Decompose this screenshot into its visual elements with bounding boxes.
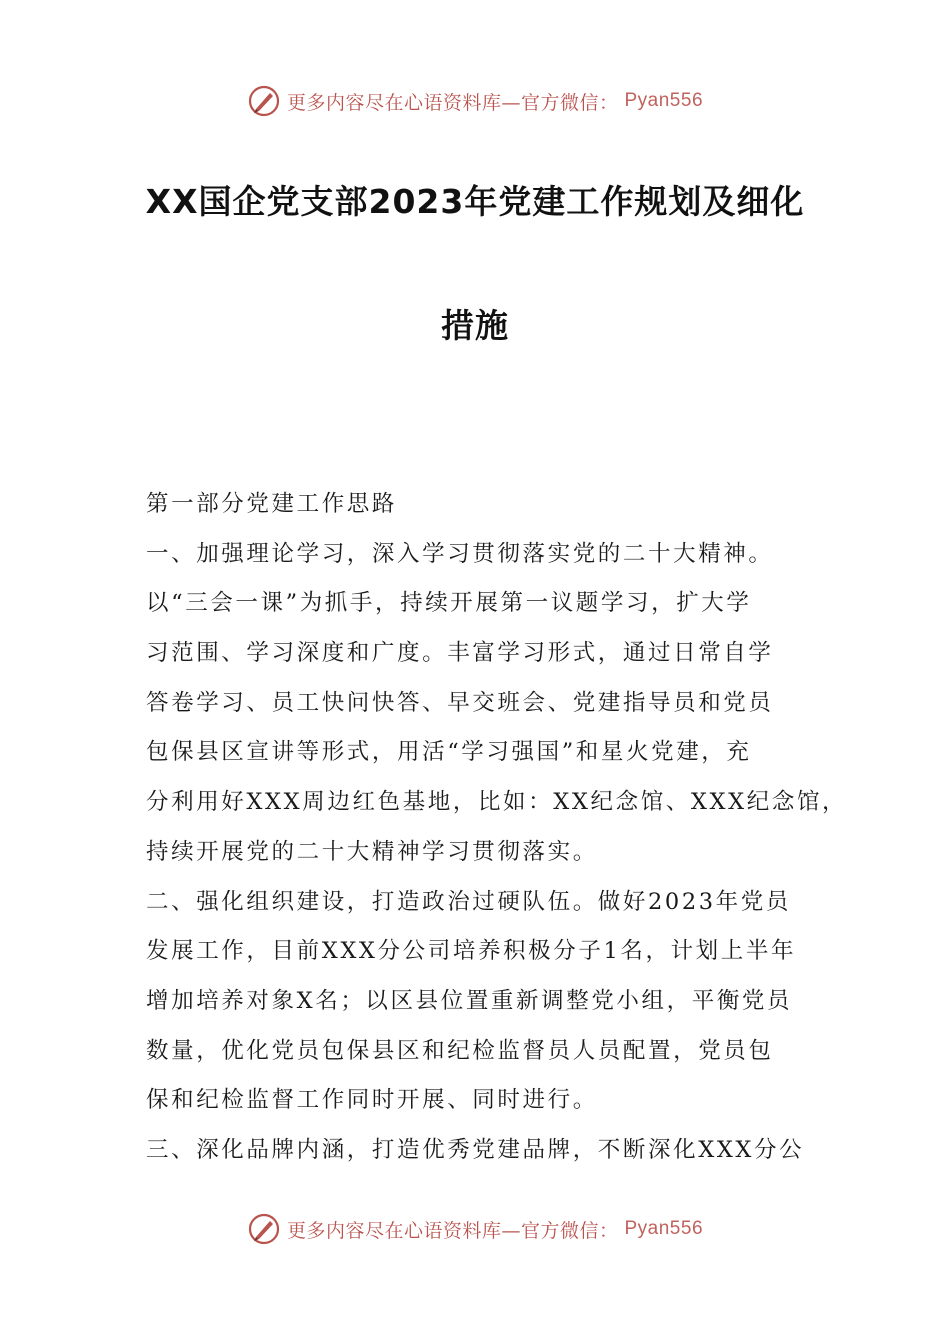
watermark-wechat-id: Pyan556 [624, 1218, 704, 1239]
document-body [146, 480, 846, 1176]
body-line: 一、加强理论学习，深入学习贯彻落实党的二十大精神。 [146, 540, 774, 567]
pen-logo-icon [247, 1212, 281, 1246]
body-line: 三、深化品牌内涵，打造优秀党建品牌，不断深化XXX分公 [146, 1136, 805, 1163]
watermark-footer [0, 1212, 950, 1246]
body-line: 发展工作，目前XXX分公司培养积极分子1名，计划上半年 [146, 938, 797, 965]
body-line: 习范围、学习深度和广度。丰富学习形式，通过日常自学 [146, 640, 774, 667]
watermark-header [0, 84, 950, 118]
body-line: 保和纪检监督工作同时开展、同时进行。 [146, 1087, 598, 1114]
watermark-wechat-id: Pyan556 [624, 90, 704, 111]
body-line: 答卷学习、员工快问快答、早交班会、党建指导员和党员 [146, 689, 774, 716]
pen-logo-icon [247, 84, 281, 118]
watermark-text: 更多内容尽在心语资料库—官方微信： [286, 1219, 619, 1242]
document-title-line-2: 措施 [441, 306, 509, 345]
body-line: 分利用好XXX周边红色基地，比如：XX纪念馆、XXX纪念馆， [146, 789, 848, 816]
body-line: 增加培养对象X名；以区县位置重新调整党小组，平衡党员 [146, 987, 793, 1014]
body-line: 包保县区宣讲等形式，用活“学习强国”和星火党建，充 [146, 739, 752, 766]
body-line: 以“三会一课”为抓手，持续开展第一议题学习，扩大学 [146, 590, 752, 617]
body-line: 数量，优化党员包保县区和纪检监督员人员配置，党员包 [146, 1037, 774, 1064]
body-line: 持续开展党的二十大精神学习贯彻落实。 [146, 838, 598, 865]
body-line: 第一部分党建工作思路 [146, 491, 398, 517]
document-title-line-1: XX国企党支部2023年党建工作规划及细化 [145, 182, 805, 221]
watermark-text: 更多内容尽在心语资料库—官方微信： [286, 91, 619, 114]
body-line: 二、强化组织建设，打造政治过硬队伍。做好2023年党员 [146, 888, 791, 915]
